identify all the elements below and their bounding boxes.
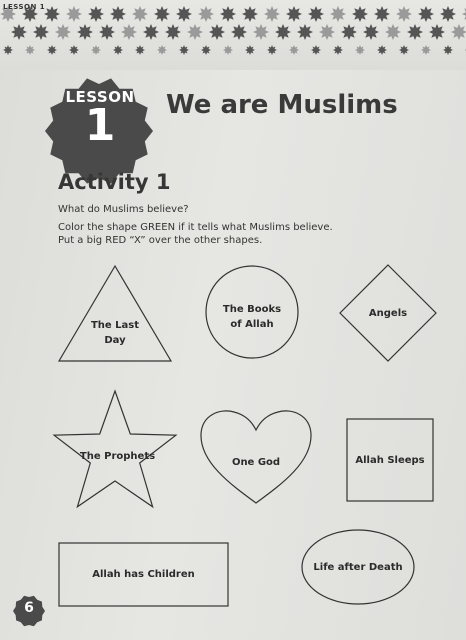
- circle-label: The Books of Allah: [222, 304, 282, 330]
- star-label: The Prophets: [79, 451, 156, 462]
- lesson-badge-number: 1: [84, 100, 116, 151]
- diamond-label: Angels: [368, 308, 408, 319]
- page-number: 6: [24, 600, 34, 616]
- lesson-title: We are Muslims: [166, 90, 398, 120]
- ellipse-label: Life after Death: [313, 562, 403, 573]
- activity-instruction-2: Put a big RED “X” over the other shapes.: [58, 235, 263, 246]
- square-label: Allah Sleeps: [355, 455, 425, 466]
- lesson-badge-label: LESSON: [65, 88, 135, 106]
- rectangle-label: Allah has Children: [92, 569, 195, 580]
- triangle-label: The Last Day: [90, 320, 140, 346]
- activity-instruction-1: Color the shape GREEN if it tells what Muslims believe.: [58, 222, 333, 233]
- heart-label: One God: [231, 457, 281, 468]
- activity-heading: Activity 1: [58, 170, 171, 194]
- lesson-tag: LESSON 1: [3, 3, 46, 11]
- activity-question: What do Muslims believe?: [58, 204, 189, 215]
